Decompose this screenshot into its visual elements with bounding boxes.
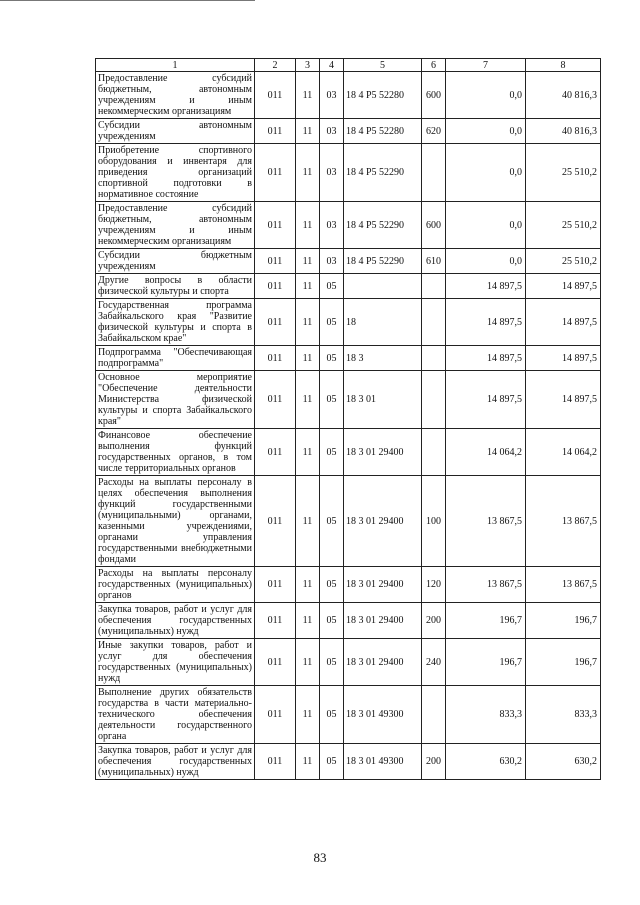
code-section: 11 [296,429,320,476]
amount-col-8: 14 897,5 [526,299,601,346]
amount-col-7: 196,7 [446,639,526,686]
row-description: Субсидии автономным учреждениям [96,119,255,144]
amount-col-8: 40 816,3 [526,72,601,119]
code-admin: 011 [255,639,296,686]
code-section: 11 [296,744,320,780]
code-target-article: 18 4 P5 52290 [344,249,422,274]
code-section: 11 [296,274,320,299]
code-section: 11 [296,72,320,119]
amount-col-8: 25 510,2 [526,202,601,249]
amount-col-8: 14 897,5 [526,346,601,371]
amount-col-7: 833,3 [446,686,526,744]
header-row [96,59,601,72]
row-description: Приобретение спортивного оборудования и инвентаря для приведения организаций спортивной подготовки в нормативное состояние [96,144,255,202]
code-subsection: 03 [320,144,344,202]
table-row [96,744,601,780]
table-row [96,299,601,346]
amount-col-7: 13 867,5 [446,476,526,567]
amount-col-8: 196,7 [526,639,601,686]
code-target-article: 18 3 01 49300 [344,744,422,780]
header-cell: 5 [344,59,422,72]
code-expense-type: 200 [422,744,446,780]
code-admin: 011 [255,346,296,371]
table-row [96,686,601,744]
row-description: Финансовое обеспечение выполнения функций государственных органов, в том числе территориальных органов [96,429,255,476]
table-row [96,639,601,686]
code-expense-type: 200 [422,603,446,639]
code-subsection: 05 [320,371,344,429]
code-section: 11 [296,346,320,371]
code-subsection: 05 [320,429,344,476]
code-section: 11 [296,371,320,429]
code-expense-type [422,371,446,429]
code-target-article: 18 3 01 29400 [344,603,422,639]
code-expense-type [422,686,446,744]
code-target-article: 18 3 01 29400 [344,567,422,603]
row-description: Предоставление субсидий бюджетным, автономным учреждениям и иным некоммерческим организациям [96,72,255,119]
table-row [96,249,601,274]
code-admin: 011 [255,72,296,119]
amount-col-8: 833,3 [526,686,601,744]
row-description: Иные закупки товаров, работ и услуг для обеспечения государственных (муниципальных) нужд [96,639,255,686]
amount-col-7: 14 897,5 [446,299,526,346]
amount-col-7: 14 064,2 [446,429,526,476]
code-admin: 011 [255,202,296,249]
code-section: 11 [296,119,320,144]
header-cell: 6 [422,59,446,72]
amount-col-7: 14 897,5 [446,371,526,429]
code-admin: 011 [255,299,296,346]
code-expense-type: 240 [422,639,446,686]
code-subsection: 03 [320,202,344,249]
table-row [96,144,601,202]
code-admin: 011 [255,476,296,567]
code-target-article: 18 3 01 29400 [344,639,422,686]
row-description: Субсидии бюджетным учреждениям [96,249,255,274]
table-row [96,371,601,429]
code-target-article: 18 4 P5 52280 [344,72,422,119]
amount-col-8: 14 897,5 [526,274,601,299]
amount-col-8: 196,7 [526,603,601,639]
amount-col-8: 25 510,2 [526,249,601,274]
amount-col-7: 0,0 [446,72,526,119]
header-cell: 7 [446,59,526,72]
amount-col-7: 0,0 [446,144,526,202]
code-expense-type [422,346,446,371]
code-target-article: 18 4 P5 52290 [344,144,422,202]
code-section: 11 [296,639,320,686]
code-admin: 011 [255,274,296,299]
code-section: 11 [296,476,320,567]
amount-col-8: 13 867,5 [526,567,601,603]
amount-col-8: 40 816,3 [526,119,601,144]
code-subsection: 05 [320,346,344,371]
header-cell: 3 [296,59,320,72]
table-row [96,429,601,476]
code-subsection: 05 [320,274,344,299]
code-subsection: 05 [320,686,344,744]
code-admin: 011 [255,249,296,274]
row-description: Подпрограмма "Обеспечивающая подпрограмма" [96,346,255,371]
header-cell: 8 [526,59,601,72]
amount-col-8: 25 510,2 [526,144,601,202]
code-target-article: 18 3 01 [344,371,422,429]
amount-col-8: 14 064,2 [526,429,601,476]
amount-col-7: 0,0 [446,202,526,249]
scan-artifact-line [0,0,255,1]
row-description: Расходы на выплаты персоналу государственных (муниципальных) органов [96,567,255,603]
row-description: Предоставление субсидий бюджетным, автономным учреждениям и иным некоммерческим организациям [96,202,255,249]
code-section: 11 [296,686,320,744]
page-number: 83 [313,850,327,865]
table-row [96,119,601,144]
amount-col-8: 630,2 [526,744,601,780]
code-subsection: 05 [320,639,344,686]
row-description: Расходы на выплаты персоналу в целях обеспечения выполнения функций государственными (муниципальными) органами, казенными учреждениями, органами управления государственными внебюджетными фондами [96,476,255,567]
code-admin: 011 [255,429,296,476]
table-row [96,346,601,371]
code-section: 11 [296,249,320,274]
code-expense-type: 100 [422,476,446,567]
code-subsection: 05 [320,567,344,603]
code-expense-type: 600 [422,202,446,249]
amount-col-7: 630,2 [446,744,526,780]
row-description: Выполнение других обязательств государства в части материально-технического обеспечения деятельности государственного органа [96,686,255,744]
code-target-article [344,274,422,299]
code-admin: 011 [255,567,296,603]
code-subsection: 05 [320,744,344,780]
table-row [96,202,601,249]
code-subsection: 03 [320,72,344,119]
code-target-article: 18 [344,299,422,346]
header-cell: 4 [320,59,344,72]
row-description: Закупка товаров, работ и услуг для обеспечения государственных (муниципальных) нужд [96,603,255,639]
code-subsection: 03 [320,249,344,274]
row-description: Другие вопросы в области физической культуры и спорта [96,274,255,299]
code-target-article: 18 3 01 29400 [344,476,422,567]
table-row [96,72,601,119]
code-target-article: 18 3 [344,346,422,371]
amount-col-7: 13 867,5 [446,567,526,603]
code-expense-type [422,144,446,202]
header-cell: 1 [96,59,255,72]
amount-col-7: 196,7 [446,603,526,639]
table-row [96,274,601,299]
row-description: Основное мероприятие "Обеспечение деятельности Министерства физической культуры и спорта Забайкальского края" [96,371,255,429]
amount-col-7: 0,0 [446,119,526,144]
code-expense-type [422,299,446,346]
code-expense-type: 600 [422,72,446,119]
budget-table [95,58,601,780]
code-expense-type [422,429,446,476]
code-section: 11 [296,202,320,249]
code-admin: 011 [255,603,296,639]
code-subsection: 05 [320,299,344,346]
amount-col-7: 0,0 [446,249,526,274]
code-admin: 011 [255,686,296,744]
row-description: Государственная программа Забайкальского края "Развитие физической культуры и спорта в Забайкальском крае" [96,299,255,346]
row-description: Закупка товаров, работ и услуг для обеспечения государственных (муниципальных) нужд [96,744,255,780]
code-admin: 011 [255,144,296,202]
header-cell: 2 [255,59,296,72]
code-target-article: 18 3 01 49300 [344,686,422,744]
amount-col-7: 14 897,5 [446,346,526,371]
code-target-article: 18 4 P5 52280 [344,119,422,144]
table-row [96,603,601,639]
code-section: 11 [296,299,320,346]
code-target-article: 18 4 P5 52290 [344,202,422,249]
code-admin: 011 [255,119,296,144]
code-target-article: 18 3 01 29400 [344,429,422,476]
amount-col-8: 14 897,5 [526,371,601,429]
code-expense-type: 120 [422,567,446,603]
amount-col-8: 13 867,5 [526,476,601,567]
code-expense-type: 620 [422,119,446,144]
code-section: 11 [296,567,320,603]
code-admin: 011 [255,744,296,780]
code-expense-type [422,274,446,299]
code-subsection: 03 [320,119,344,144]
code-expense-type: 610 [422,249,446,274]
code-section: 11 [296,144,320,202]
amount-col-7: 14 897,5 [446,274,526,299]
table-row [96,567,601,603]
code-section: 11 [296,603,320,639]
code-subsection: 05 [320,603,344,639]
code-admin: 011 [255,371,296,429]
table-row [96,476,601,567]
code-subsection: 05 [320,476,344,567]
